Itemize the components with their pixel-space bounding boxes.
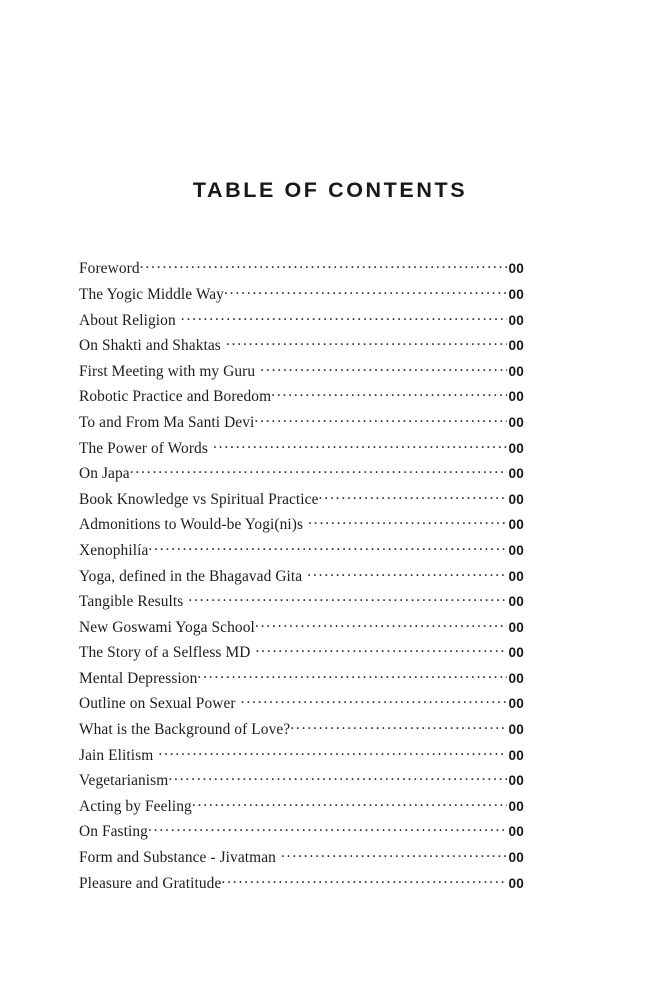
toc-entry[interactable] (79, 284, 524, 310)
toc-entry-page-number: 00 (508, 747, 524, 763)
toc-entry-title: The Power of Words (79, 439, 208, 457)
toc-entry-page-number: 00 (508, 261, 524, 277)
toc-entry-title: What is the Background of Love? (79, 721, 291, 739)
toc-entry[interactable] (79, 821, 524, 847)
toc-entry[interactable] (79, 744, 524, 770)
dot-leader (307, 565, 507, 580)
toc-entry-page-number: 00 (508, 466, 524, 482)
page-title: TABLE OF CONTENTS (192, 178, 468, 202)
toc-entry-page-number: 00 (508, 619, 524, 635)
toc-entry-page-number: 00 (508, 594, 524, 610)
dot-leader (213, 437, 508, 452)
toc-entry-title: The Story of a Selfless MD (79, 644, 251, 662)
toc-entry-page-number: 00 (508, 542, 524, 558)
toc-entry-list (79, 258, 524, 898)
toc-entry[interactable] (79, 386, 524, 412)
toc-entry-title: Xenophilía (79, 541, 149, 559)
toc-entry[interactable] (79, 719, 524, 745)
dot-leader (226, 335, 508, 350)
dot-leader (281, 847, 508, 862)
toc-entry-page-number: 00 (508, 363, 524, 379)
toc-entry[interactable] (79, 540, 524, 566)
dot-leader (148, 540, 507, 555)
toc-entry[interactable] (79, 591, 524, 617)
toc-entry[interactable] (79, 847, 524, 873)
toc-entry[interactable] (79, 488, 524, 514)
dot-leader (158, 744, 507, 759)
toc-entry-page-number: 00 (508, 568, 524, 584)
dot-leader (290, 719, 507, 734)
toc-entry-page-number: 00 (508, 338, 524, 354)
dot-leader (192, 795, 508, 810)
toc-entry-title: Tangible Results (79, 593, 184, 611)
toc-entry-page-number: 00 (508, 312, 524, 328)
dot-leader (224, 284, 507, 299)
toc-entry[interactable] (79, 335, 524, 361)
dot-leader (130, 463, 508, 478)
toc-entry-page-number: 00 (508, 875, 524, 891)
toc-entry[interactable] (79, 770, 524, 796)
dot-leader (168, 770, 507, 785)
toc-entry-page-number: 00 (508, 286, 524, 302)
dot-leader (148, 821, 507, 836)
toc-entry-page-number: 00 (508, 440, 524, 456)
toc-entry-page-number: 00 (508, 798, 524, 814)
toc-entry-page-number: 00 (508, 850, 524, 866)
toc-entry[interactable] (79, 668, 524, 694)
toc-entry-page-number: 00 (508, 414, 524, 430)
toc-entry-title: The Yogic Middle Way (79, 285, 224, 303)
toc-entry[interactable] (79, 412, 524, 438)
dot-leader (188, 591, 507, 606)
toc-entry-page-number: 00 (508, 670, 524, 686)
toc-entry-title: First Meeting with my Guru (79, 362, 256, 380)
toc-entry[interactable] (79, 616, 524, 642)
dot-leader (241, 693, 508, 708)
toc-entry-page-number: 00 (508, 824, 524, 840)
dot-leader (140, 258, 508, 273)
dot-leader (260, 360, 507, 375)
toc-entry-page-number: 00 (508, 389, 524, 405)
toc-entry-title: Jain Elitism (79, 746, 154, 764)
dot-leader (254, 412, 507, 427)
toc-entry[interactable] (79, 642, 524, 668)
toc-entry[interactable] (79, 565, 524, 591)
dot-leader (319, 488, 508, 503)
toc-entry-page-number: 00 (508, 517, 524, 533)
toc-entry[interactable] (79, 693, 524, 719)
toc-entry-title: Pleasure and Gratitude (79, 874, 222, 892)
toc-entry-title: Acting by Feeling (79, 797, 192, 815)
toc-entry-title: Robotic Practice and Boredom (79, 388, 272, 406)
toc-entry[interactable] (79, 514, 524, 540)
toc-entry[interactable] (79, 463, 524, 489)
toc-entry-title: On Shakti and Shaktas (79, 337, 221, 355)
toc-entry-title: Admonitions to Would-be Yogi(ni)s (79, 516, 304, 534)
toc-entry-title: To and From Ma Santi Devi (79, 413, 255, 431)
toc-entry-title: Foreword (79, 260, 140, 278)
toc-entry-title: On Fasting (79, 823, 148, 841)
toc-entry-page-number: 00 (508, 645, 524, 661)
dot-leader (308, 514, 507, 529)
toc-entry[interactable] (79, 360, 524, 386)
toc-entry-title: Vegetarianism (79, 772, 169, 790)
toc-entry-page-number: 00 (508, 773, 524, 789)
dot-leader (255, 616, 508, 631)
toc-entry-page-number: 00 (508, 722, 524, 738)
toc-entry-title: Form and Substance - Jivatman (79, 849, 276, 867)
toc-entry[interactable] (79, 309, 524, 335)
toc-entry[interactable] (79, 872, 524, 898)
dot-leader (255, 642, 507, 657)
dot-leader (181, 309, 508, 324)
toc-entry[interactable] (79, 437, 524, 463)
toc-entry-title: Outline on Sexual Power (79, 695, 236, 713)
toc-entry-title: On Japa (79, 465, 130, 483)
toc-entry-title: Yoga, defined in the Bhagavad Gita (79, 567, 303, 585)
dot-leader (197, 668, 507, 683)
toc-entry-page-number: 00 (508, 696, 524, 712)
toc-entry[interactable] (79, 795, 524, 821)
toc-entry-title: New Goswami Yoga School (79, 618, 255, 636)
toc-entry[interactable] (79, 258, 524, 284)
toc-entry-title: Mental Depression (79, 669, 198, 687)
toc-entry-page-number: 00 (508, 491, 524, 507)
dot-leader (271, 386, 507, 401)
toc-entry-title: Book Knowledge vs Spiritual Practice (79, 490, 319, 508)
toc-entry-title: About Religion (79, 311, 176, 329)
dot-leader (221, 872, 507, 887)
